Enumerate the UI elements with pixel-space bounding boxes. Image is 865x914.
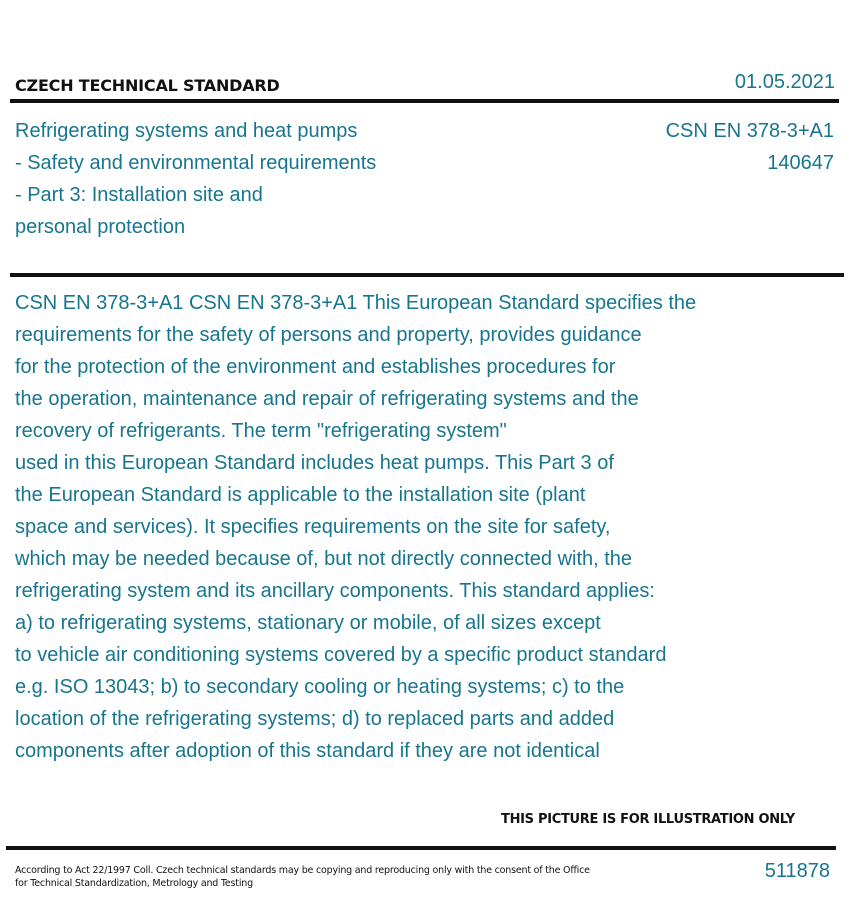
legal-notice — [15, 864, 590, 890]
abstract-line: CSN EN 378-3+A1 CSN EN 378-3+A1 This European Standard specifies the — [15, 292, 697, 314]
abstract-line: e.g. ISO 13043; b) to secondary cooling or heating systems; c) to the — [15, 676, 625, 698]
abstract-line: a) to refrigerating systems, stationary or mobile, of all sizes except — [15, 612, 601, 634]
header-divider — [10, 99, 839, 103]
abstract-line: to vehicle air conditioning systems covered by a specific product standard — [15, 644, 667, 666]
abstract-line: used in this European Standard includes heat pumps. This Part 3 of — [15, 452, 614, 474]
title-line: Refrigerating systems and heat pumps — [15, 120, 358, 142]
title-line: personal protection — [15, 216, 186, 238]
section-divider — [10, 273, 844, 277]
legal-line: According to Act 22/1997 Coll. Czech technical standards may be copying and reproducing only with the consent of the Office — [15, 865, 590, 876]
abstract-line: recovery of refrigerants. The term "refrigerating system" — [15, 420, 507, 442]
abstract-line: the operation, maintenance and repair of refrigerating systems and the — [15, 388, 639, 410]
abstract-line: for the protection of the environment and establishes procedures for — [15, 356, 616, 378]
abstract-line: requirements for the safety of persons and property, provides guidance — [15, 324, 642, 346]
abstract-line: location of the refrigerating systems; d) to replaced parts and added — [15, 708, 615, 730]
standard-code: CSN EN 378-3+A1 — [665, 120, 834, 142]
footer-divider — [6, 846, 836, 850]
abstract-line: space and services). It specifies requirements on the site for safety, — [15, 516, 611, 538]
abstract-text — [15, 287, 696, 767]
title-line: - Part 3: Installation site and — [15, 184, 263, 206]
abstract-line: the European Standard is applicable to the installation site (plant — [15, 484, 586, 506]
standard-title — [15, 115, 376, 243]
document-number: 511878 — [764, 860, 830, 882]
legal-line: for Technical Standardization, Metrology and Testing — [15, 878, 253, 889]
title-line: - Safety and environmental requirements — [15, 152, 377, 174]
standard-identifiers — [666, 115, 834, 179]
document-type-label: CZECH TECHNICAL STANDARD — [15, 76, 280, 95]
abstract-line: refrigerating system and its ancillary components. This standard applies: — [15, 580, 655, 602]
publication-date: 01.05.2021 — [734, 71, 835, 93]
catalog-number: 140647 — [767, 152, 834, 174]
abstract-line: components after adoption of this standard if they are not identical — [15, 740, 600, 762]
abstract-line: which may be needed because of, but not directly connected with, the — [15, 548, 633, 570]
illustration-disclaimer: THIS PICTURE IS FOR ILLUSTRATION ONLY — [501, 812, 795, 827]
